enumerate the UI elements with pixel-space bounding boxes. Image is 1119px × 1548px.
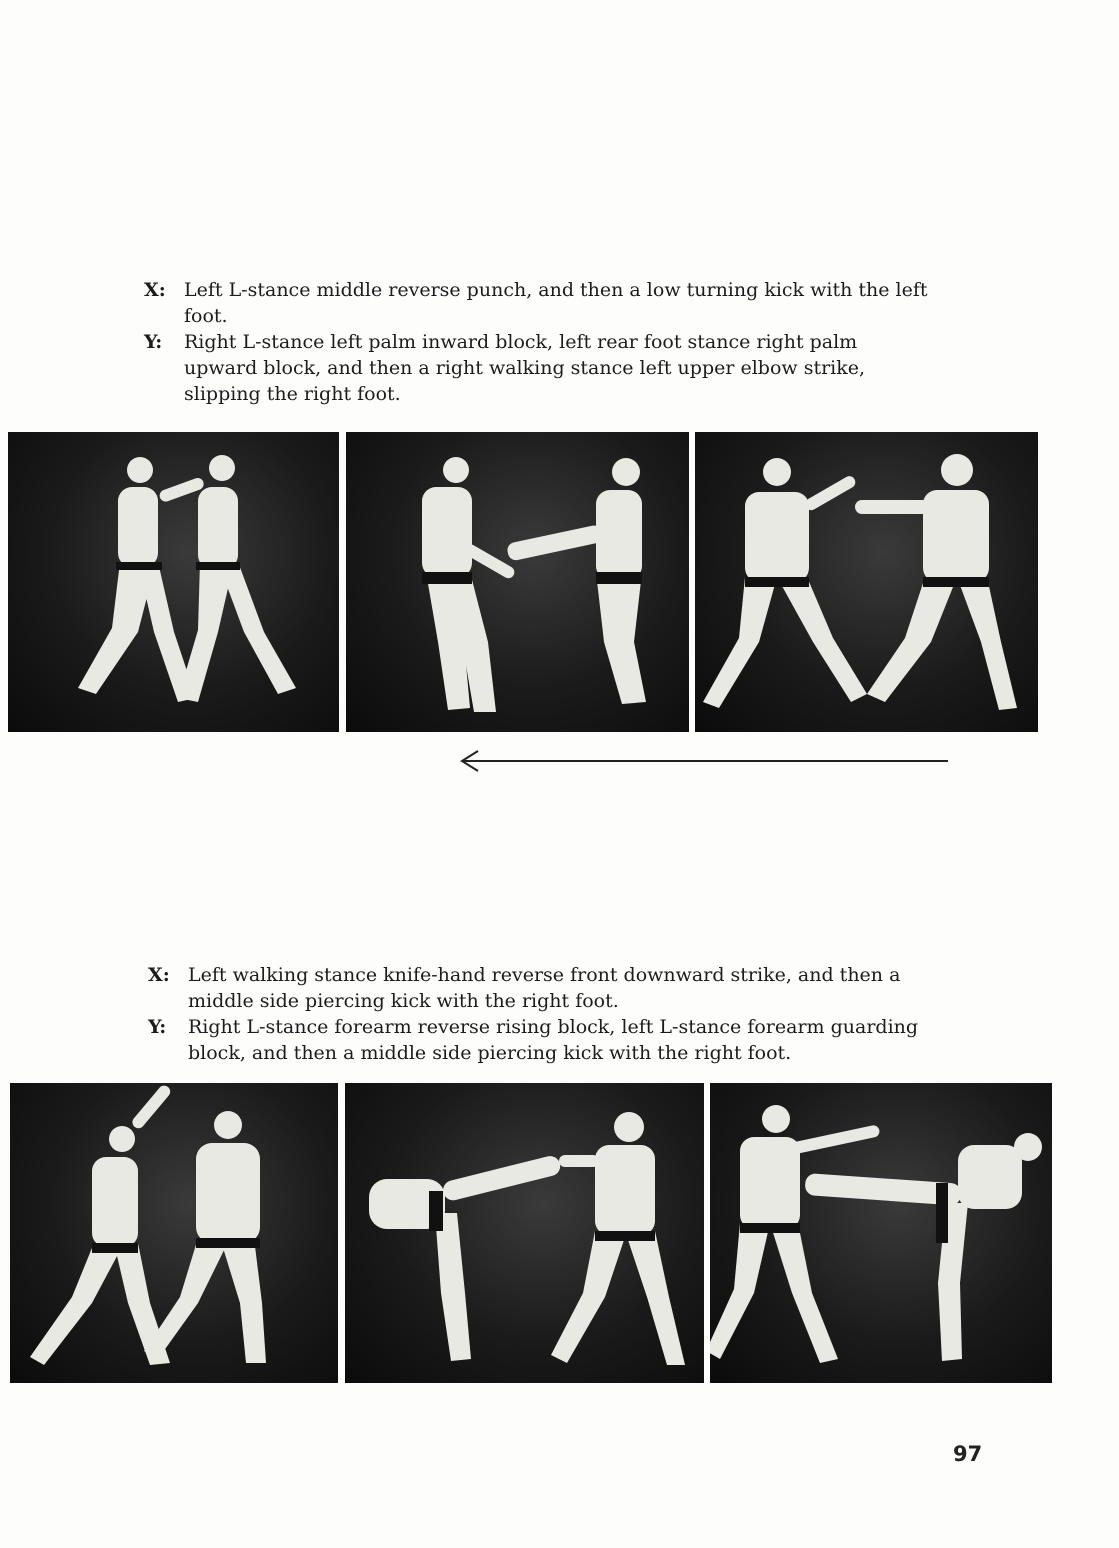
- instruction-y: [148, 1014, 940, 1066]
- photo-2: [346, 432, 689, 732]
- photo-5: [345, 1083, 704, 1383]
- photo-sequence-2: [10, 1083, 1052, 1383]
- instruction-block-2: [148, 962, 940, 1066]
- instruction-x: [148, 962, 940, 1014]
- y-label: Y:: [148, 1016, 167, 1038]
- left-arrow-icon: [458, 748, 950, 774]
- y-text: Right L-stance left palm inward block, left rear foot stance right palm upward block, and then a right walking stance left upper elbow strike, slipping the right foot.: [184, 331, 866, 405]
- photo-sequence-1: [8, 432, 1038, 732]
- page-number: 97: [953, 1442, 983, 1466]
- x-text: Left L-stance middle reverse punch, and then a low turning kick with the left foot.: [184, 279, 928, 327]
- photo-4: [10, 1083, 338, 1383]
- x-label: X:: [148, 964, 170, 986]
- instruction-x: [144, 277, 934, 329]
- x-label: X:: [144, 279, 166, 301]
- instruction-block-1: [144, 277, 934, 407]
- y-label: Y:: [144, 331, 163, 353]
- photo-3: [695, 432, 1038, 732]
- x-text: Left walking stance knife-hand reverse front downward strike, and then a middle side piercing kick with the right foot.: [188, 964, 901, 1012]
- y-text: Right L-stance forearm reverse rising block, left L-stance forearm guarding block, and then a middle side piercing kick with the right foot.: [188, 1016, 919, 1064]
- photo-1: [8, 432, 339, 732]
- photo-6: [710, 1083, 1052, 1383]
- instruction-y: [144, 329, 934, 407]
